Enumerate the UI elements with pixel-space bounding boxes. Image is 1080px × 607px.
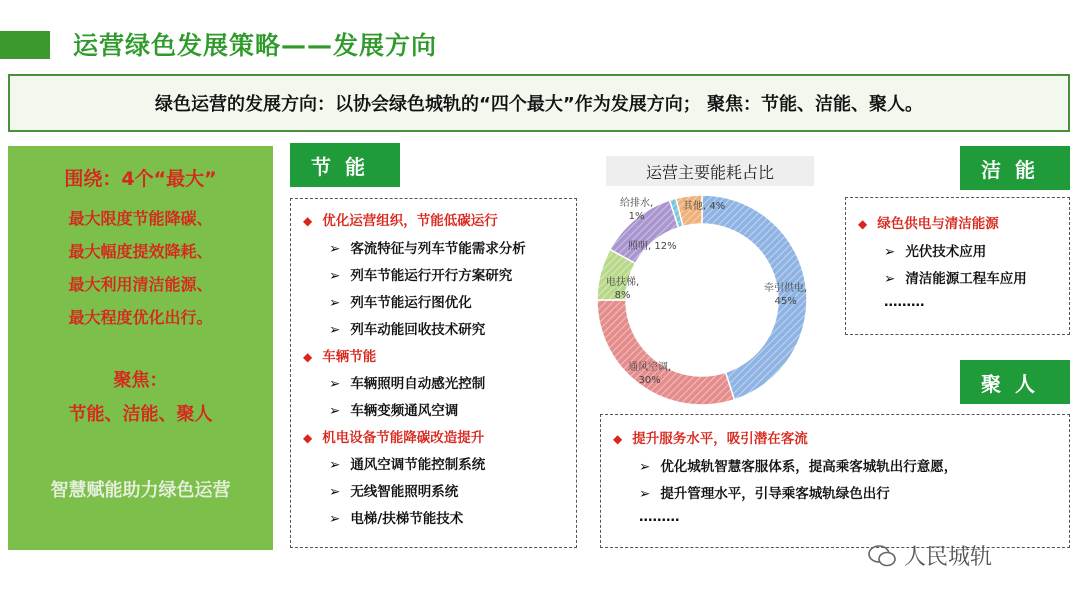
panel-item: 最大限度节能降碳、 — [68, 209, 213, 228]
panel-slogan: 智慧赋能助力绿色运营 — [50, 480, 231, 501]
group-title: ◆ 提升服务水平，吸引潜在客流 — [613, 431, 808, 447]
title-accent-bar — [0, 31, 50, 59]
arrow-bullet-icon: ➢ — [329, 457, 341, 473]
diamond-bullet-icon: ◆ — [858, 217, 868, 231]
panel-item: 最大利用清洁能源、 — [68, 275, 213, 294]
arrow-bullet-icon: ➢ — [884, 271, 896, 287]
arrow-bullet-icon: ➢ — [639, 486, 651, 502]
diamond-bullet-icon: ◆ — [613, 432, 623, 446]
arrow-bullet-icon: ➢ — [329, 511, 341, 527]
panel-heading: 围绕：4个“最大” — [64, 168, 217, 190]
group-title: ◆ 优化运营组织，节能低碳运行 — [303, 213, 498, 229]
list-item: ➢ 列车节能运行图优化 — [329, 295, 472, 311]
group-title: ◆ 车辆节能 — [303, 349, 377, 365]
clean-energy-box — [845, 197, 1070, 335]
list-item: ➢ 通风空调节能控制系统 — [329, 457, 486, 473]
more-ellipsis: ……… — [639, 509, 680, 525]
slice-label-hvac: 通风空调, 30% — [628, 362, 672, 386]
arrow-bullet-icon: ➢ — [884, 244, 896, 260]
list-item: ➢ 电梯/扶梯节能技术 — [329, 511, 464, 527]
panel-item: 最大程度优化出行。 — [68, 308, 213, 327]
watermark-text: 人民城轨 — [904, 545, 993, 570]
slice-label-lighting: 照明, 12% — [628, 241, 677, 252]
diamond-bullet-icon: ◆ — [303, 350, 313, 364]
list-item: ➢ 清洁能源工程车应用 — [884, 271, 1027, 287]
page-title: 运营绿色发展策略——发展方向 — [73, 31, 438, 60]
arrow-bullet-icon: ➢ — [329, 484, 341, 500]
arrow-bullet-icon: ➢ — [329, 376, 341, 392]
focus-title: 聚焦： — [113, 370, 168, 391]
gathering-box — [600, 414, 1070, 548]
arrow-bullet-icon: ➢ — [329, 403, 341, 419]
list-item: ➢ 车辆照明自动感光控制 — [329, 376, 486, 392]
arrow-bullet-icon: ➢ — [329, 268, 341, 284]
tag-energy-saving: 节能 — [290, 143, 400, 187]
wechat-icon — [868, 544, 896, 568]
diamond-bullet-icon: ◆ — [303, 431, 313, 445]
slice-label-other: 其他, 4% — [683, 201, 726, 212]
chart-title: 运营主要能耗占比 — [606, 156, 814, 186]
arrow-bullet-icon: ➢ — [329, 295, 341, 311]
watermark — [868, 540, 992, 571]
slice-label-traction: 牵引供电, 45% — [764, 283, 808, 307]
list-item: ➢ 优化城轨智慧客服体系，提高乘客城轨出行意愿， — [639, 459, 958, 475]
panel-item: 最大幅度提效降耗、 — [68, 242, 213, 261]
tag-gathering: 聚人 — [960, 360, 1070, 404]
more-ellipsis: ……… — [884, 294, 925, 310]
list-item: ➢ 客流特征与列车节能需求分析 — [329, 241, 526, 257]
slice-label-escalator: 电扶梯, 8% — [606, 277, 640, 301]
list-item: ➢ 车辆变频通风空调 — [329, 403, 459, 419]
list-item: ➢ 提升管理水平，引导乘客城轨绿色出行 — [639, 486, 890, 502]
group-title: ◆ 机电设备节能降碳改造提升 — [303, 430, 485, 446]
focus-text: 节能、洁能、聚人 — [68, 404, 213, 425]
slice-label-drainage: 给排水, 1% — [620, 198, 654, 222]
list-item: ➢ 列车动能回收技术研究 — [329, 322, 486, 338]
arrow-bullet-icon: ➢ — [329, 322, 341, 338]
diamond-bullet-icon: ◆ — [303, 214, 313, 228]
energy-saving-box — [290, 198, 577, 548]
arrow-bullet-icon: ➢ — [639, 459, 651, 475]
list-item: ➢ 光伏技术应用 — [884, 244, 987, 260]
list-item: ➢ 列车节能运行开行方案研究 — [329, 268, 513, 284]
direction-banner — [8, 74, 1070, 132]
donut-slice-hatch-1 — [597, 300, 734, 405]
group-title: ◆ 绿色供电与清洁能源 — [858, 216, 999, 232]
left-summary-panel — [8, 146, 273, 550]
arrow-bullet-icon: ➢ — [329, 241, 341, 257]
banner-text: 绿色运营的发展方向：以协会绿色城轨的“四个最大”作为发展方向； 聚焦：节能、洁能、聚人。 — [155, 94, 923, 115]
tag-clean-energy: 洁能 — [960, 146, 1070, 190]
list-item: ➢ 无线智能照明系统 — [329, 484, 459, 500]
